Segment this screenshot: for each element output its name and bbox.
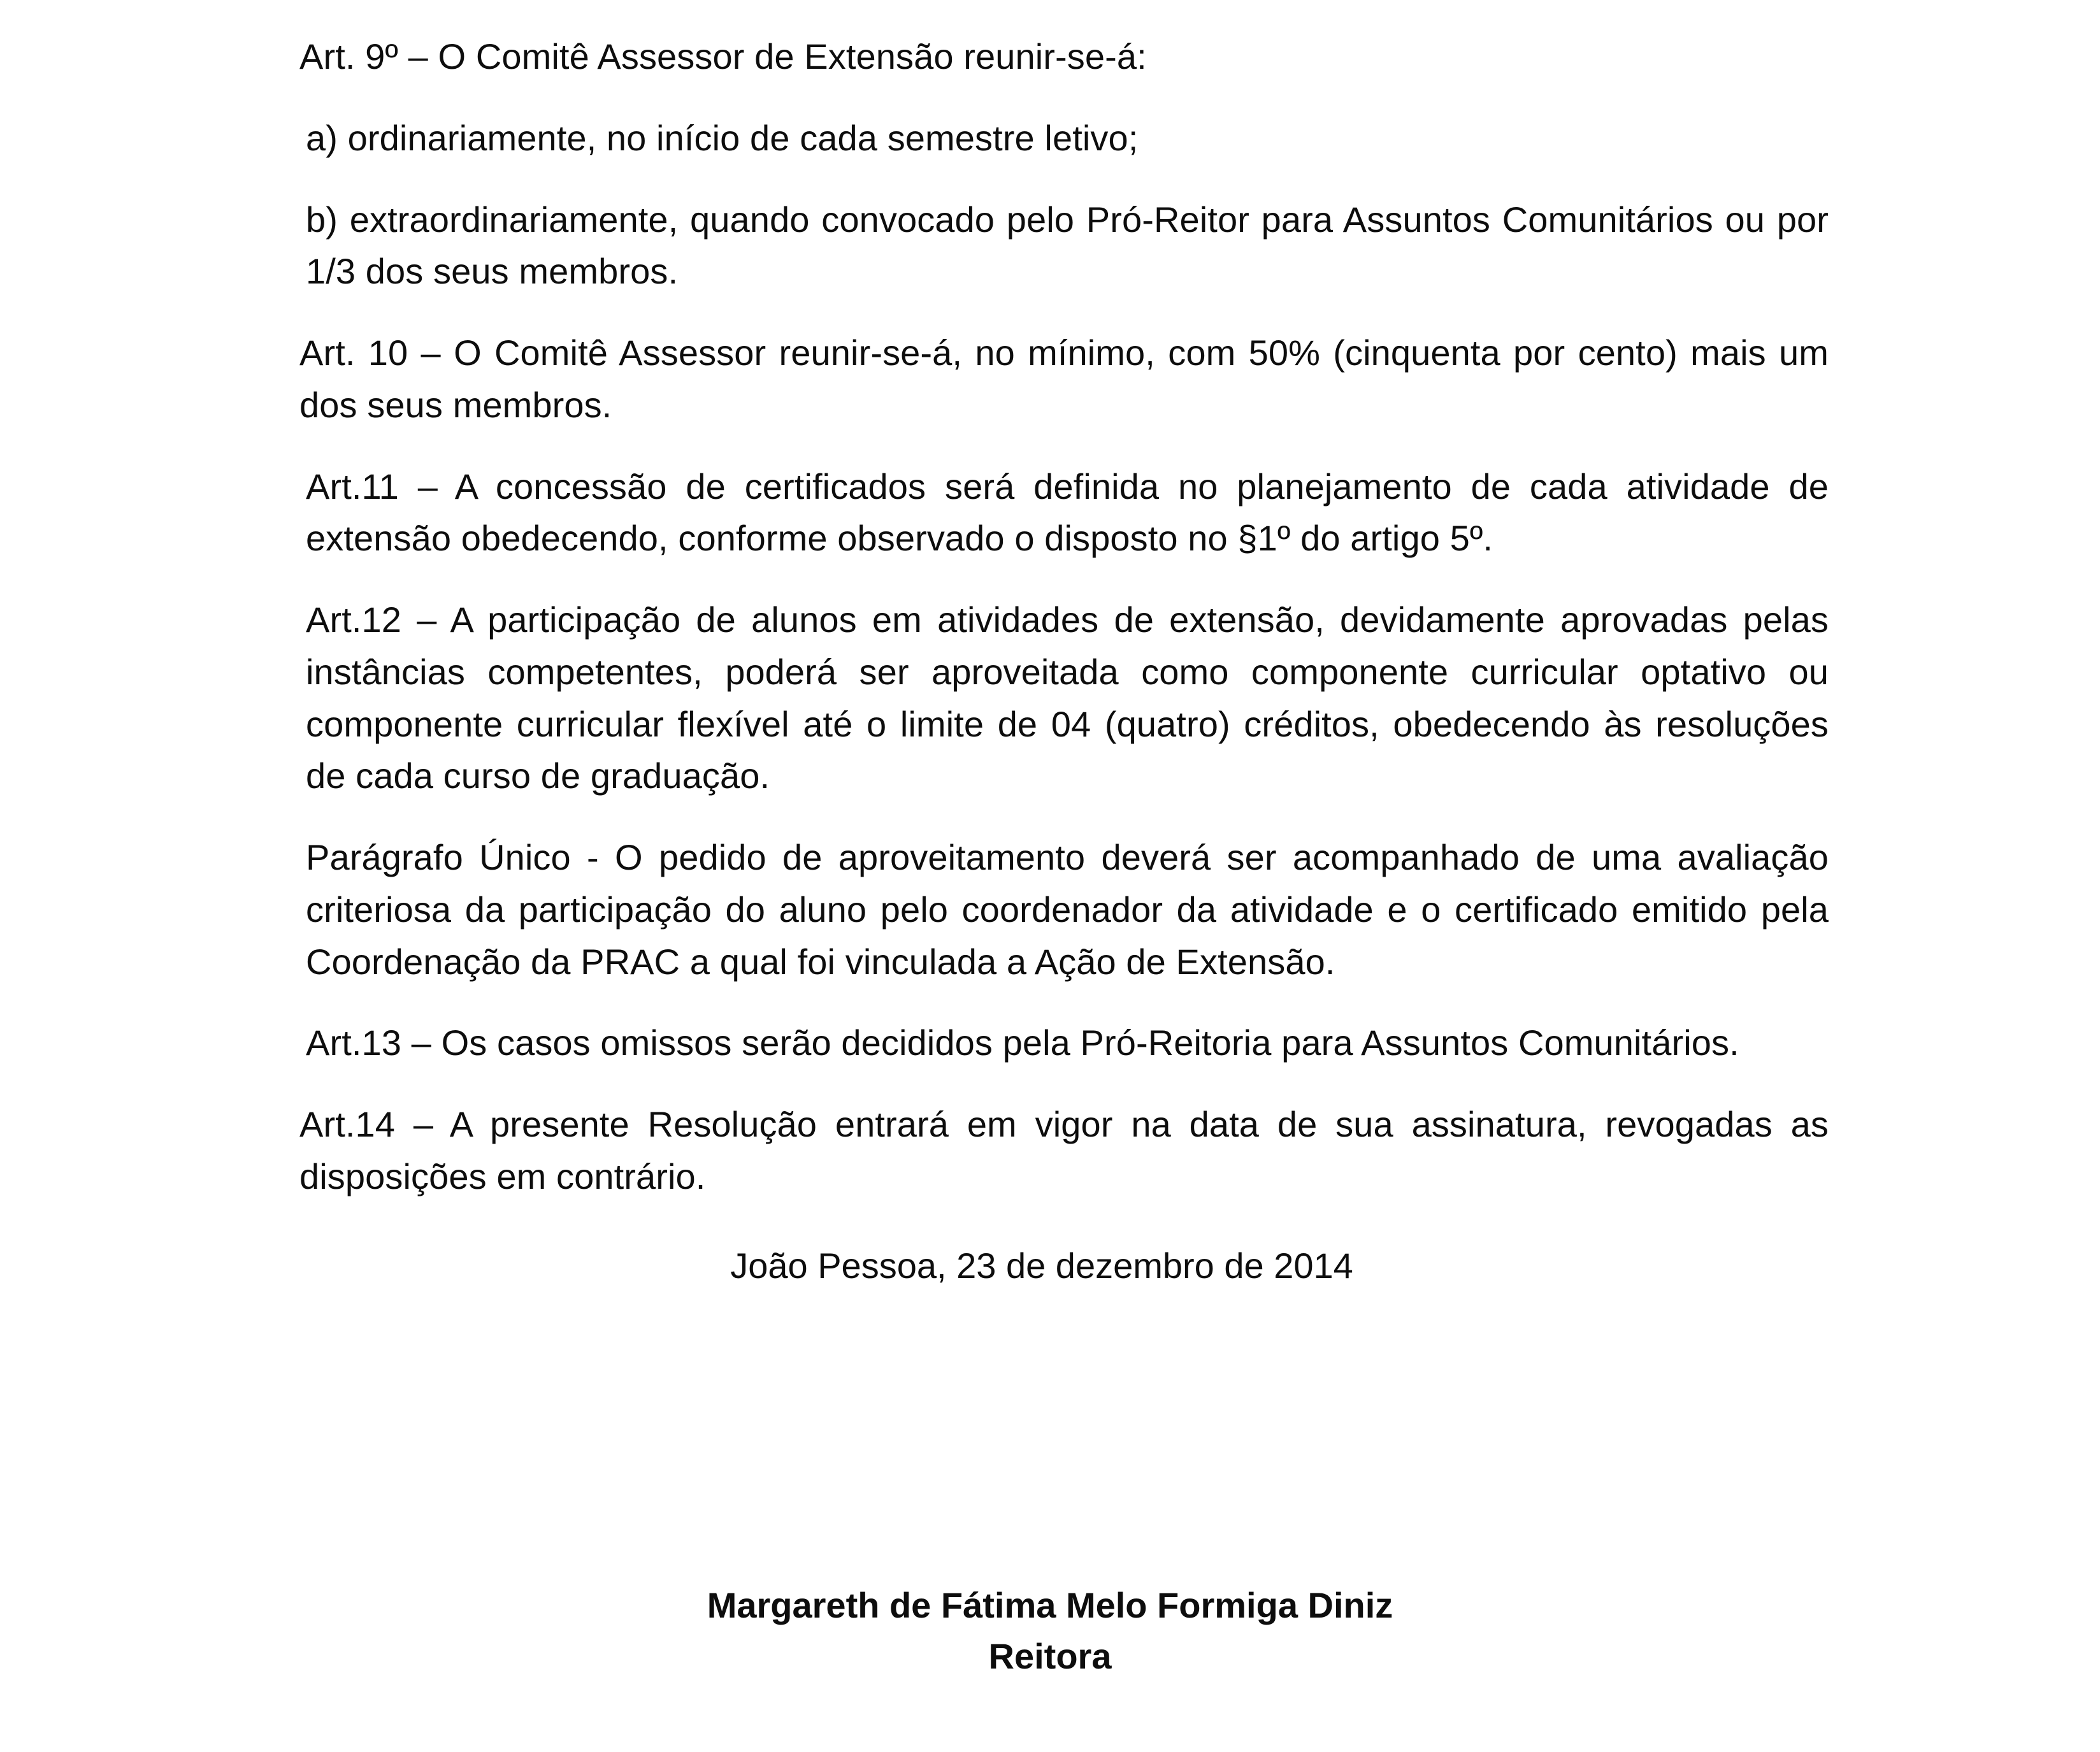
- paragraph-art-11: Art.11 – A concessão de certificados será definida no planejamento de cada atividade de extensão obedecendo, conforme observado o disposto no §1º do artigo 5º.: [306, 466, 1829, 559]
- document-body: [299, 31, 1829, 1291]
- closing-place-and-date: João Pessoa, 23 de dezembro de 2014: [730, 1245, 1353, 1286]
- paragraph-art-10: Art. 10 – O Comitê Assessor reunir-se-á, no mínimo, com 50% (cinquenta por cento) mais um dos seus membros.: [299, 333, 1829, 425]
- signatory-role: Reitora: [988, 1635, 1112, 1676]
- signatory-name: Margareth de Fátima Melo Formiga Diniz: [707, 1585, 1393, 1625]
- paragraph-art-9-item-a: a) ordinariamente, no início de cada semestre letivo;: [306, 117, 1139, 158]
- paragraph-art-13: Art.13 – Os casos omissos serão decididos pela Pró-Reitoria para Assuntos Comunitários.: [306, 1023, 1739, 1063]
- paragraph-art-9-item-b: b) extraordinariamente, quando convocado pelo Pró-Reitor para Assuntos Comunitários ou por 1/3 dos seus membros.: [306, 199, 1829, 292]
- paragraph-paragrafo-unico: Parágrafo Único - O pedido de aproveitamento deverá ser acompanhado de uma avaliação criteriosa da participação do aluno pelo coordenador da atividade e o certificado emitido pela Coordenação da PRAC a qual foi vinculada a Ação de Extensão.: [306, 837, 1829, 982]
- paragraph-art-14: Art.14 – A presente Resolução entrará em vigor na data de sua assinatura, revogadas as disposições em contrário.: [299, 1104, 1829, 1196]
- paragraph-art-12: Art.12 – A participação de alunos em atividades de extensão, devidamente aprovadas pelas instâncias competentes, poderá ser aproveitada como componente curricular optativo ou componente curricular flexível até o limite de 04 (quatro) créditos, obedecendo às resoluções de cada curso de graduação.: [306, 600, 1829, 796]
- signature-block: [299, 1580, 1845, 1681]
- paragraph-art-9: Art. 9º – O Comitê Assessor de Extensão reunir-se-á:: [299, 36, 1147, 76]
